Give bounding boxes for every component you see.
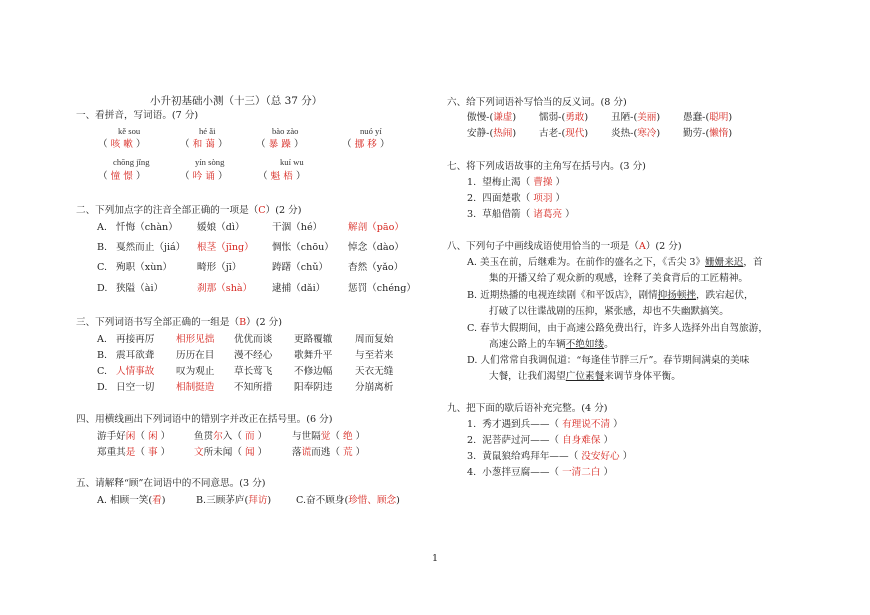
answer-box: （ 暴 躁 ）: [256, 139, 304, 150]
answer-box: （ 挪 移 ）: [342, 139, 390, 150]
option-word: 踌躇（chǔ）: [272, 262, 329, 273]
correction-item: 鱼贯尔入（ 而 ）: [194, 431, 268, 442]
option-word: 分崩离析: [355, 382, 394, 393]
correction-item: 与世隔觉（ 绝 ）: [292, 431, 366, 442]
option-word: 不修边幅: [294, 366, 333, 377]
antonym-item: 懦弱-(勇敢): [539, 112, 589, 123]
option-a-line1: A. 美玉在前，后继难为。在前作的盛名之下，《舌尖 3》姗姗来迟，首: [467, 257, 763, 268]
section-7-heading: 七、将下列成语故事的主角写在括号内。(3 分): [447, 161, 646, 172]
antonym-item: 勤劳-(懒惰): [683, 128, 733, 139]
section-8-heading: 八、下列句子中画线成语使用恰当的一项是（A）(2 分): [447, 241, 682, 252]
xiehouyu-item: 4. 小葱拌豆腐——（ 一清二白 ）: [467, 467, 614, 478]
option-word: 杳然（yǎo）: [348, 262, 404, 273]
option-word: 更路覆辙: [294, 334, 333, 345]
section-3-heading: 三、下列词语书写全部正确的一组是（B）(2 分): [76, 317, 282, 328]
option-word: 人情事故: [116, 366, 155, 377]
correction-item: 游手好闲（ 闲 ）: [97, 431, 171, 442]
option-word: 优优而谈: [234, 334, 273, 345]
answer-box: （ 憧 憬 ）: [98, 171, 146, 182]
idiom-hero-item: 3. 草船借箭（ 诸葛亮 ）: [467, 209, 575, 220]
option-word: 周而复始: [355, 334, 394, 345]
option-letter: D.: [97, 283, 108, 294]
option-a-line2: 集的开播又给了观众新的观感，诠释了美食背后的工匠精神。: [489, 273, 749, 284]
antonym-item: 古老-(现代): [539, 128, 589, 139]
option-d-line2: 大餐，让我们渴望广位素餐来调节身体平衡。: [489, 371, 681, 382]
section-9-heading: 九、把下面的歇后语补充完整。(4 分): [447, 403, 608, 414]
option-letter: B.: [97, 242, 108, 253]
option-word: 歌舞升平: [294, 350, 333, 361]
option-word: 干涸（hé）: [272, 222, 323, 233]
pinyin: nuó yí: [360, 126, 382, 136]
option-d-line1: D. 人们常常自我调侃道：“每逢佳节胖三斤”。春节期间满桌的美味: [467, 355, 750, 366]
option-word: 惩罚（chéng）: [348, 283, 416, 294]
answer-box: （ 和 蔼 ）: [180, 139, 228, 150]
section-2-heading: 二、下列加点字的注音全部正确的一项是（C）(2 分): [76, 205, 302, 216]
option-word: 悼念（dào）: [348, 242, 405, 253]
option-word: 媛娘（dì）: [197, 222, 245, 233]
option-letter: D.: [97, 382, 108, 393]
option-c-line2: 高速公路上的车辆不绝如缕。: [489, 339, 614, 350]
option-word: 震耳欲聋: [116, 350, 155, 361]
option-word: 草长莺飞: [234, 366, 273, 377]
option-word: 根茎（jīng）: [197, 242, 254, 253]
idiom-hero-item: 2. 四面楚歌（ 项羽 ）: [467, 193, 566, 204]
section-1-heading: 一、看拼音，写词语。(7 分): [76, 110, 199, 121]
option-word: 日空一切: [116, 382, 155, 393]
option-word: 不知所措: [234, 382, 273, 393]
meaning-item: C.奋不顾身(珍惜、顾念): [296, 495, 400, 506]
meaning-item: B.三顾茅庐(拜访): [196, 495, 272, 506]
pinyin: bào zào: [272, 126, 299, 136]
answer-box: （ 咳 嗽 ）: [98, 139, 146, 150]
answer-box: （ 吟 诵 ）: [180, 171, 228, 182]
section-4-heading: 四、用横线画出下列词语中的错别字并改正在括号里。(6 分): [76, 414, 333, 425]
page-number: 1: [432, 553, 439, 564]
option-c-line1: C. 春节大假期间，由于高速公路免费出行，许多人选择外出自驾旅游，: [467, 323, 768, 334]
option-letter: A.: [97, 334, 107, 345]
antonym-item: 丑陋-(美丽): [611, 112, 661, 123]
antonym-item: 安静-(热闹): [467, 128, 517, 139]
option-b-line1: B. 近期热播的电视连续剧《和平饭店》，剧情抑扬顿挫，跌宕起伏，: [467, 290, 754, 301]
antonym-item: 傲慢-(谦虚): [467, 112, 517, 123]
pinyin: kě sou: [118, 126, 141, 136]
option-word: 狭隘（ài）: [116, 283, 164, 294]
option-word: 相制挺造: [176, 382, 215, 393]
option-letter: B.: [97, 350, 108, 361]
option-word: 畸形（jī）: [197, 262, 242, 273]
option-word: 惆怅（chōu）: [272, 242, 334, 253]
option-word: 忏悔（chàn）: [116, 222, 178, 233]
xiehouyu-item: 3. 黄鼠狼给鸡拜年——（ 没安好心 ）: [467, 451, 633, 462]
meaning-item: A. 相顾一笑(看): [97, 495, 166, 506]
correction-item: 郑重其是（ 事 ）: [97, 447, 171, 458]
xiehouyu-item: 1. 秀才遇到兵——（ 有理说不清 ）: [467, 419, 623, 430]
pinyin: hé ǎi: [199, 126, 216, 136]
answer-box: （ 魁 梧 ）: [258, 171, 306, 182]
correction-item: 文所未闻（ 闻 ）: [194, 447, 268, 458]
idiom-hero-item: 1. 望梅止渴（ 曹操 ）: [467, 177, 566, 188]
antonym-item: 炎热-(寒冷): [611, 128, 661, 139]
section-6-heading: 六、给下列词语补写恰当的反义词。(8 分): [447, 97, 627, 108]
option-word: 漫不经心: [234, 350, 273, 361]
pinyin: kuí wu: [280, 157, 304, 167]
option-word: 解剖（pāo）: [348, 222, 405, 233]
option-letter: C.: [97, 262, 108, 273]
option-word: 殉职（xùn）: [116, 262, 173, 273]
option-word: 天衣无缝: [355, 366, 394, 377]
option-word: 与至若来: [355, 350, 394, 361]
section-5-heading: 五、请解释“顾”在词语中的不同意思。(3 分): [76, 478, 266, 489]
pinyin: chōng jǐng: [113, 157, 150, 167]
option-word: 相形见拙: [176, 334, 215, 345]
option-letter: C.: [97, 366, 108, 377]
antonym-item: 愚蠢-(聪明): [683, 112, 733, 123]
option-word: 阳奉阴违: [294, 382, 333, 393]
option-word: 戛然而止（jiá）: [116, 242, 186, 253]
option-word: 叹为观止: [176, 366, 215, 377]
xiehouyu-item: 2. 泥菩萨过河——（ 自身难保 ）: [467, 435, 614, 446]
option-word: 逮捕（dǎi）: [272, 283, 326, 294]
page-title: 小升初基础小测（十三）（总 37 分）: [150, 95, 323, 107]
option-word: 再接再厉: [116, 334, 155, 345]
option-letter: A.: [97, 222, 107, 233]
correction-item: 落谎而逃（ 荒 ）: [292, 447, 366, 458]
option-b-line2: 打破了以往谍战剧的压抑，紧张感，却也不失幽默搞笑。: [489, 306, 729, 317]
option-word: 历历在目: [176, 350, 215, 361]
pinyin: yín sòng: [195, 157, 225, 167]
option-word: 刹那（shà）: [197, 283, 253, 294]
